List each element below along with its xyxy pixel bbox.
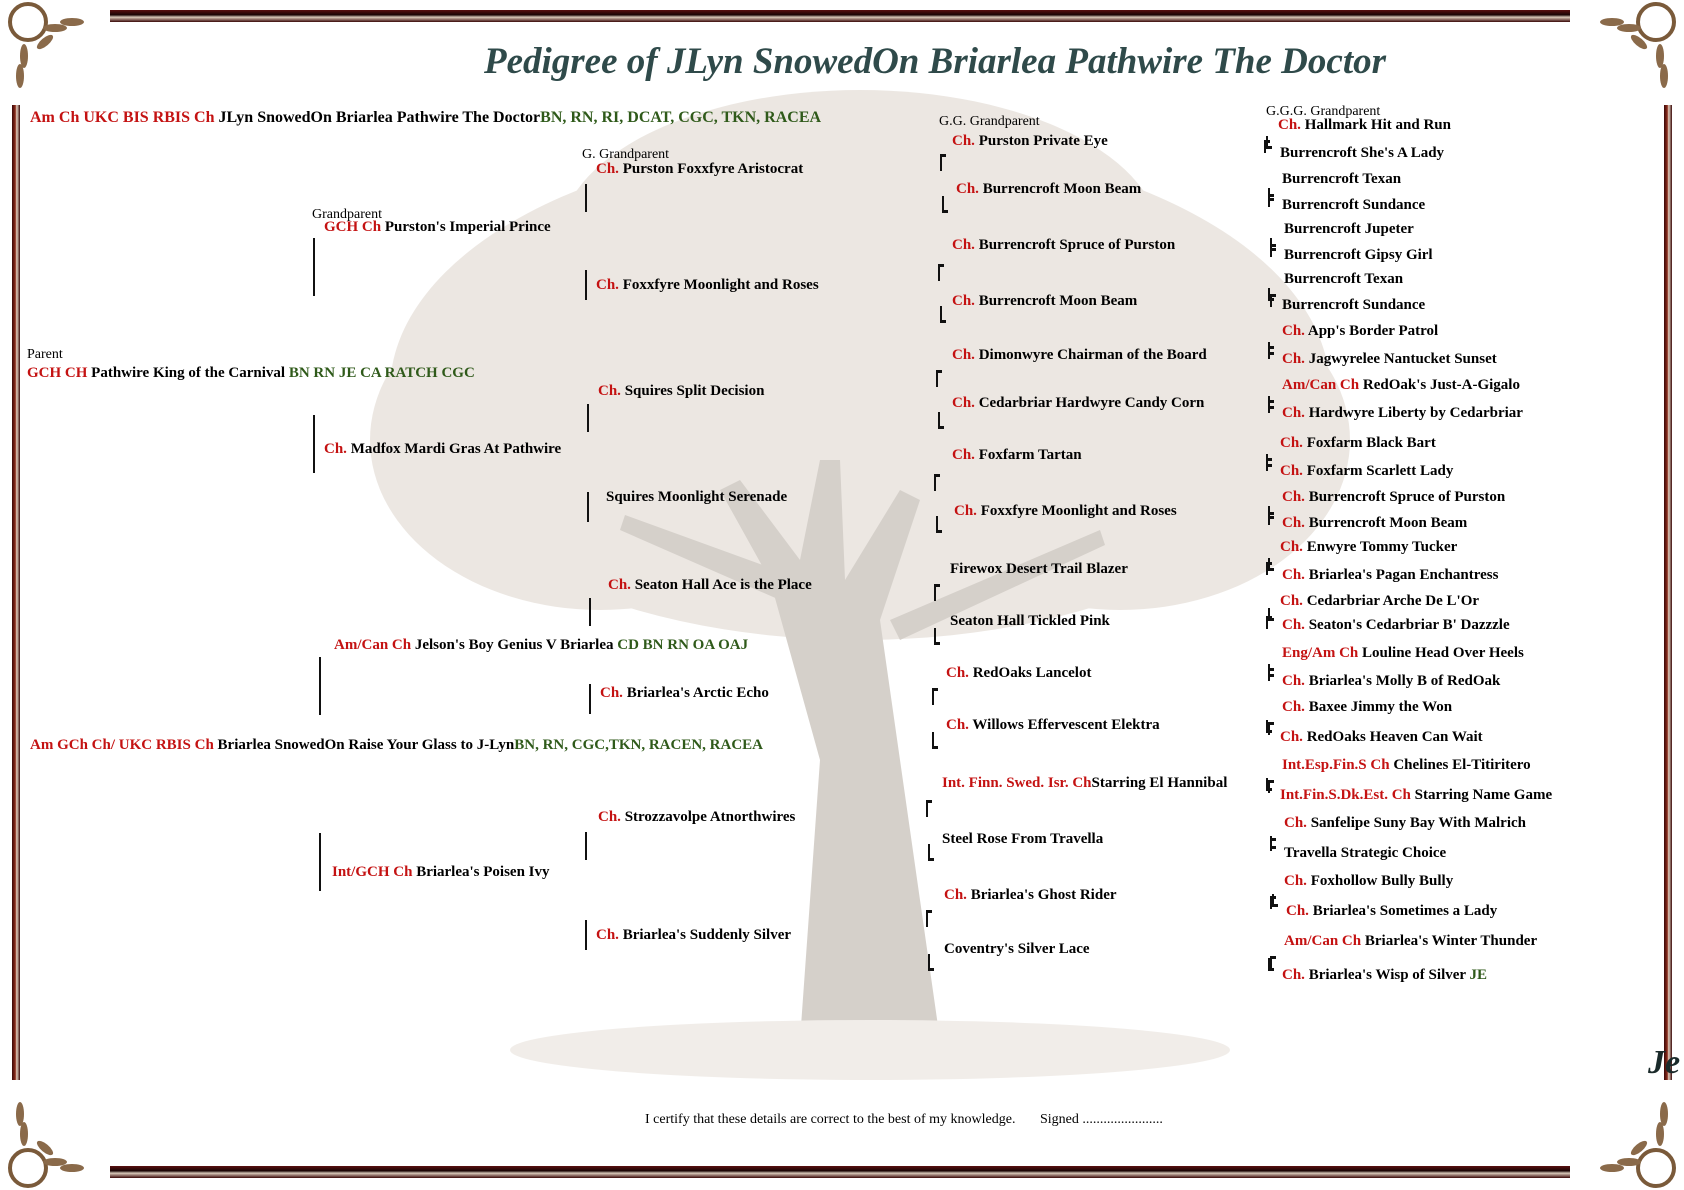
bracket-mark [936, 516, 942, 533]
oak-tree-icon [300, 60, 1420, 1080]
laurel-wreath-icon [0, 1080, 110, 1190]
gg-grandparent-entry: Ch. Foxxfyre Moonlight and Roses [954, 503, 1177, 519]
gg-grandparent-entry: Ch. Burrencroft Moon Beam [952, 293, 1138, 309]
gg-grandparent-entry: Ch. RedOaks Lancelot [946, 665, 1092, 681]
ggg-grandparent-entry: Ch. Hallmark Hit and Run [1278, 117, 1451, 133]
bracket-mark [1268, 608, 1274, 621]
parent-dam: Am GCh Ch/ UKC RBIS Ch Briarlea SnowedOn Raise Your Glass to J-LynBN, RN, CGC,TKN, RACEN, RACEA [30, 737, 764, 753]
ggg-grandparent-entry: Ch. Cedarbriar Arche De L'Or [1280, 593, 1480, 609]
ggg-grandparent-entry: Burrencroft Gipsy Girl [1284, 247, 1433, 263]
label-grandparent: Grandparent [312, 207, 382, 222]
gg-grandparent-entry: Int. Finn. Swed. Isr. ChStarring El Hannibal [942, 775, 1228, 791]
bracket-mark [940, 306, 946, 323]
gg-grandparent-entry: Seaton Hall Tickled Pink [950, 613, 1110, 629]
laurel-wreath-icon [0, 0, 110, 110]
border-left [12, 105, 20, 1080]
ggg-grandparent-entry: Ch. Briarlea's Sometimes a Lady [1286, 903, 1498, 919]
bracket-mark [926, 800, 932, 817]
grandparent-entry: Am/Can Ch Jelson's Boy Genius V Briarlea CD BN RN OA OAJ [334, 637, 749, 653]
gg-grandparent-entry: Ch. Foxfarm Tartan [952, 447, 1082, 463]
ggg-grandparent-entry: Int.Esp.Fin.S Ch Chelines El-Titiritero [1282, 757, 1531, 773]
bracket-mark [1268, 288, 1274, 301]
g-grandparent-entry: Ch. Squires Split Decision [598, 383, 765, 399]
bracket-mark [1266, 720, 1272, 733]
bracket-mark [1268, 558, 1274, 571]
bracket-mark [1268, 664, 1274, 677]
bracket-mark [934, 474, 940, 491]
bracket-mark [1266, 454, 1272, 467]
ggg-grandparent-entry: Eng/Am Ch Louline Head Over Heels [1282, 645, 1524, 661]
gg-grandparent-entry: Ch. Purston Private Eye [952, 133, 1108, 149]
bracket-mark [1270, 836, 1276, 849]
ggg-grandparent-entry: Burrencroft Texan [1282, 171, 1402, 187]
bracket-mark [938, 264, 944, 281]
bracket-mark [936, 370, 942, 387]
bracket-mark [942, 196, 948, 213]
gg-grandparent-entry: Steel Rose From Travella [942, 831, 1104, 847]
ggg-grandparent-entry: Ch. Hardwyre Liberty by Cedarbriar [1282, 405, 1523, 421]
subject-title: Am Ch UKC BIS RBIS Ch [30, 109, 215, 126]
ggg-grandparent-entry: Am/Can Ch Briarlea's Winter Thunder [1284, 933, 1538, 949]
parent-sire: GCH CH Pathwire King of the Carnival BN RN JE CA RATCH CGC [27, 365, 475, 381]
bracket-mark [934, 584, 940, 601]
ggg-grandparent-entry: Burrencroft Jupeter [1284, 221, 1414, 237]
gg-grandparent-entry: Ch. Burrencroft Moon Beam [956, 181, 1142, 197]
ggg-grandparent-entry: Ch. Foxfarm Scarlett Lady [1280, 463, 1454, 479]
bracket-mark [1266, 136, 1272, 149]
g-grandparent-entry: Squires Moonlight Serenade [606, 489, 788, 505]
bracket-mark [934, 628, 940, 645]
bracket-mark [926, 910, 932, 927]
grandparent-entry: GCH Ch Purston's Imperial Prince [324, 219, 551, 235]
g-grandparent-entry: Ch. Strozzavolpe Atnorthwires [598, 809, 796, 825]
bracket-mark [1268, 188, 1274, 201]
bracket-mark [928, 844, 934, 861]
subject-entry [30, 109, 821, 127]
g-grandparent-entry: Ch. Purston Foxxfyre Aristocrat [596, 161, 804, 177]
bracket-line [313, 238, 315, 296]
bracket-mark [1266, 778, 1272, 791]
gg-grandparent-entry: Ch. Willows Effervescent Elektra [946, 717, 1160, 733]
ggg-grandparent-entry: Ch. Foxfarm Black Bart [1280, 435, 1436, 451]
ggg-grandparent-entry: Ch. Burrencroft Spruce of Purston [1282, 489, 1506, 505]
ggg-grandparent-entry: Ch. Burrencroft Moon Beam [1282, 515, 1468, 531]
ggg-grandparent-entry: Ch. Baxee Jimmy the Won [1282, 699, 1453, 715]
ggg-grandparent-entry: Burrencroft Texan [1284, 271, 1404, 287]
label-ggg-grandparent: G.G.G. Grandparent [1266, 104, 1381, 119]
ggg-grandparent-entry: Ch. RedOaks Heaven Can Wait [1280, 729, 1483, 745]
border-right [1664, 105, 1672, 1080]
bracket-line [313, 415, 315, 473]
gg-grandparent-entry: Coventry's Silver Lace [944, 941, 1090, 957]
label-parent: Parent [27, 347, 63, 362]
g-grandparent-entry: Ch. Briarlea's Arctic Echo [600, 685, 769, 701]
label-g-grandparent: G. Grandparent [582, 147, 670, 162]
bracket-mark [1268, 342, 1274, 355]
bracket-line [589, 598, 591, 626]
ggg-grandparent-entry: Ch. Seaton's Cedarbriar B' Dazzzle [1282, 617, 1510, 633]
bracket-line [319, 657, 321, 715]
ggg-grandparent-entry: Ch. Sanfelipe Suny Bay With Malrich [1284, 815, 1527, 831]
bracket-line [585, 920, 587, 950]
g-grandparent-entry: Ch. Foxxfyre Moonlight and Roses [596, 277, 819, 293]
ggg-grandparent-entry: Burrencroft Sundance [1282, 197, 1426, 213]
bracket-line [319, 833, 321, 891]
bracket-mark [938, 412, 944, 429]
signature-mark: Je [1648, 1044, 1681, 1081]
grandparent-entry: Int/GCH Ch Briarlea's Poisen Ivy [332, 864, 550, 880]
bracket-mark [932, 688, 938, 705]
border-bottom [110, 1166, 1570, 1178]
gg-grandparent-entry: Firewox Desert Trail Blazer [950, 561, 1128, 577]
bracket-line [589, 684, 591, 714]
ggg-grandparent-entry: Ch. Briarlea's Molly B of RedOak [1282, 673, 1501, 689]
page-title: Pedigree of JLyn SnowedOn Briarlea Pathwire The Doctor [483, 41, 1387, 82]
g-grandparent-entry: Ch. Seaton Hall Ace is the Place [608, 577, 812, 593]
laurel-wreath-icon [1574, 1080, 1684, 1190]
bracket-line [585, 184, 587, 212]
ggg-grandparent-entry: Ch. Briarlea's Wisp of Silver JE [1282, 967, 1488, 983]
bracket-mark [1268, 396, 1274, 409]
bracket-line [585, 832, 587, 860]
ggg-grandparent-entry: Ch. Jagwyrelee Nantucket Sunset [1282, 351, 1497, 367]
bracket-line [587, 492, 589, 522]
bracket-line [585, 270, 587, 300]
gg-grandparent-entry: Ch. Cedarbriar Hardwyre Candy Corn [952, 395, 1205, 411]
border-top [110, 10, 1570, 22]
ggg-grandparent-entry: Burrencroft Sundance [1282, 297, 1426, 313]
bracket-mark [940, 154, 946, 171]
bracket-mark [932, 732, 938, 749]
subject-name: JLyn SnowedOn Briarlea Pathwire The Doctor [218, 109, 541, 126]
subject-suffix: BN, RN, RI, DCAT, CGC, TKN, RACEA [540, 109, 822, 126]
certification-text: I certify that these details are correct to the best of my knowledge. Signed ....................... [645, 1112, 1163, 1127]
bracket-mark [928, 954, 934, 971]
ggg-grandparent-entry: Travella Strategic Choice [1284, 845, 1447, 861]
bracket-mark [1268, 958, 1274, 971]
ggg-grandparent-entry: Ch. App's Border Patrol [1282, 323, 1439, 339]
signature-line: Signed ....................... [1039, 1112, 1163, 1127]
g-grandparent-entry: Ch. Briarlea's Suddenly Silver [596, 927, 792, 943]
gg-grandparent-entry: Ch. Burrencroft Spruce of Purston [952, 237, 1176, 253]
bracket-mark [1270, 238, 1276, 251]
bracket-mark [1272, 894, 1278, 907]
gg-grandparent-entry: Ch. Briarlea's Ghost Rider [944, 887, 1117, 903]
gg-grandparent-entry: Ch. Dimonwyre Chairman of the Board [952, 347, 1207, 363]
ggg-grandparent-entry: Int.Fin.S.Dk.Est. Ch Starring Name Game [1280, 787, 1553, 803]
ggg-grandparent-entry: Am/Can Ch RedOak's Just-A-Gigalo [1282, 377, 1520, 393]
bracket-line [587, 404, 589, 432]
bracket-mark [1268, 506, 1274, 519]
ggg-grandparent-entry: Burrencroft She's A Lady [1280, 145, 1445, 161]
grandparent-entry: Ch. Madfox Mardi Gras At Pathwire [324, 441, 562, 457]
ggg-grandparent-entry: Ch. Briarlea's Pagan Enchantress [1282, 567, 1499, 583]
laurel-wreath-icon [1574, 0, 1684, 110]
label-gg-grandparent: G.G. Grandparent [939, 114, 1040, 129]
ggg-grandparent-entry: Ch. Foxhollow Bully Bully [1284, 873, 1454, 889]
ggg-grandparent-entry: Ch. Enwyre Tommy Tucker [1280, 539, 1458, 555]
